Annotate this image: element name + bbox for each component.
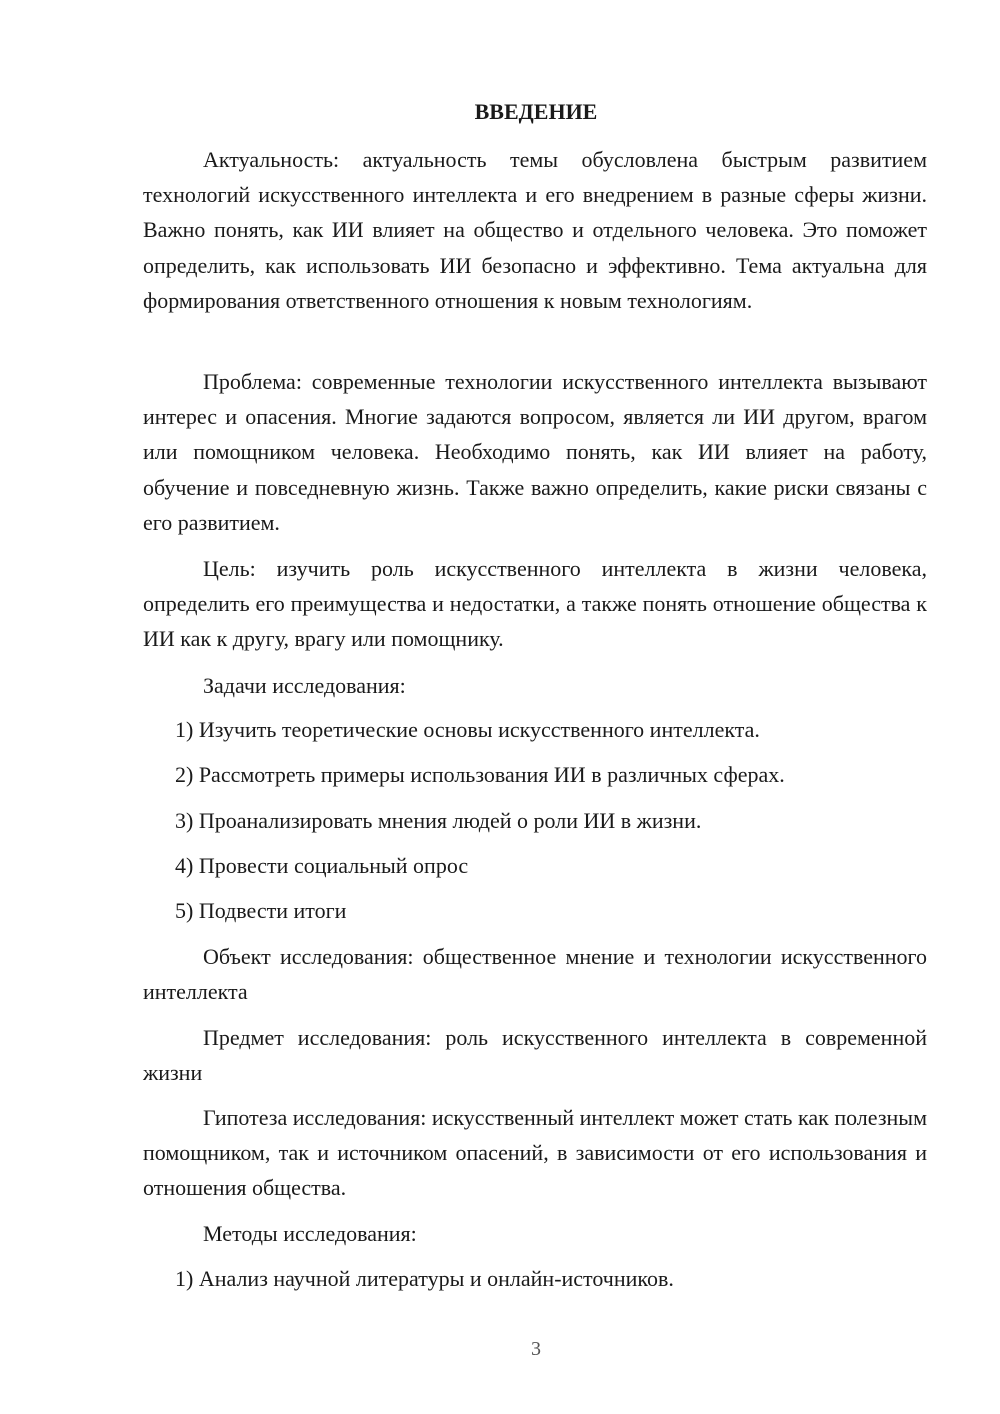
task-item-5: 5) Подвести итоги: [175, 898, 347, 923]
paragraph-problem: Проблема: современные технологии искусственного интеллекта вызывают интерес и опасения. Многие задаются вопросом, является ли ИИ другом, врагом или помощником человека. Необходимо понять, как ИИ влияет на работу, обучение и повседневную жизнь. Также важно определить, какие риски связаны с его развитием.: [143, 369, 927, 535]
tasks-heading: Задачи исследования:: [203, 673, 406, 698]
task-item-2: 2) Рассмотреть примеры использования ИИ в различных сферах.: [175, 762, 785, 787]
paragraph-goal: Цель: изучить роль искусственного интеллекта в жизни человека, определить его преимущества и недостатки, а также понять отношение общества к ИИ как к другу, врагу или помощнику.: [143, 556, 927, 652]
paragraph-hypothesis: Гипотеза исследования: искусственный интеллект может стать как полезным помощником, так и источником опасений, в зависимости от его использования и отношения общества.: [143, 1105, 927, 1201]
task-item-3: 3) Проанализировать мнения людей о роли ИИ в жизни.: [175, 808, 702, 833]
paragraph-object: Объект исследования: общественное мнение и технологии искусственного интеллекта: [143, 944, 927, 1005]
task-item-1: 1) Изучить теоретические основы искусственного интеллекта.: [175, 717, 760, 742]
paragraph-relevance: Актуальность: актуальность темы обусловлена быстрым развитием технологий искусственного интеллекта и его внедрением в разные сферы жизни. Важно понять, как ИИ влияет на общество и отдельного человека. Это поможет определить, как использовать ИИ безопасно и эффективно. Тема актуальна для формирования ответственного отношения к новым технологиям.: [143, 147, 927, 313]
task-item-4: 4) Провести социальный опрос: [175, 853, 469, 878]
method-item-1: 1) Анализ научной литературы и онлайн-источников.: [175, 1266, 674, 1291]
methods-heading: Методы исследования:: [203, 1221, 417, 1246]
page-title: ВВЕДЕНИЕ: [474, 99, 598, 124]
page-number: 3: [531, 1338, 541, 1360]
paragraph-subject: Предмет исследования: роль искусственного интеллекта в современной жизни: [143, 1025, 927, 1086]
